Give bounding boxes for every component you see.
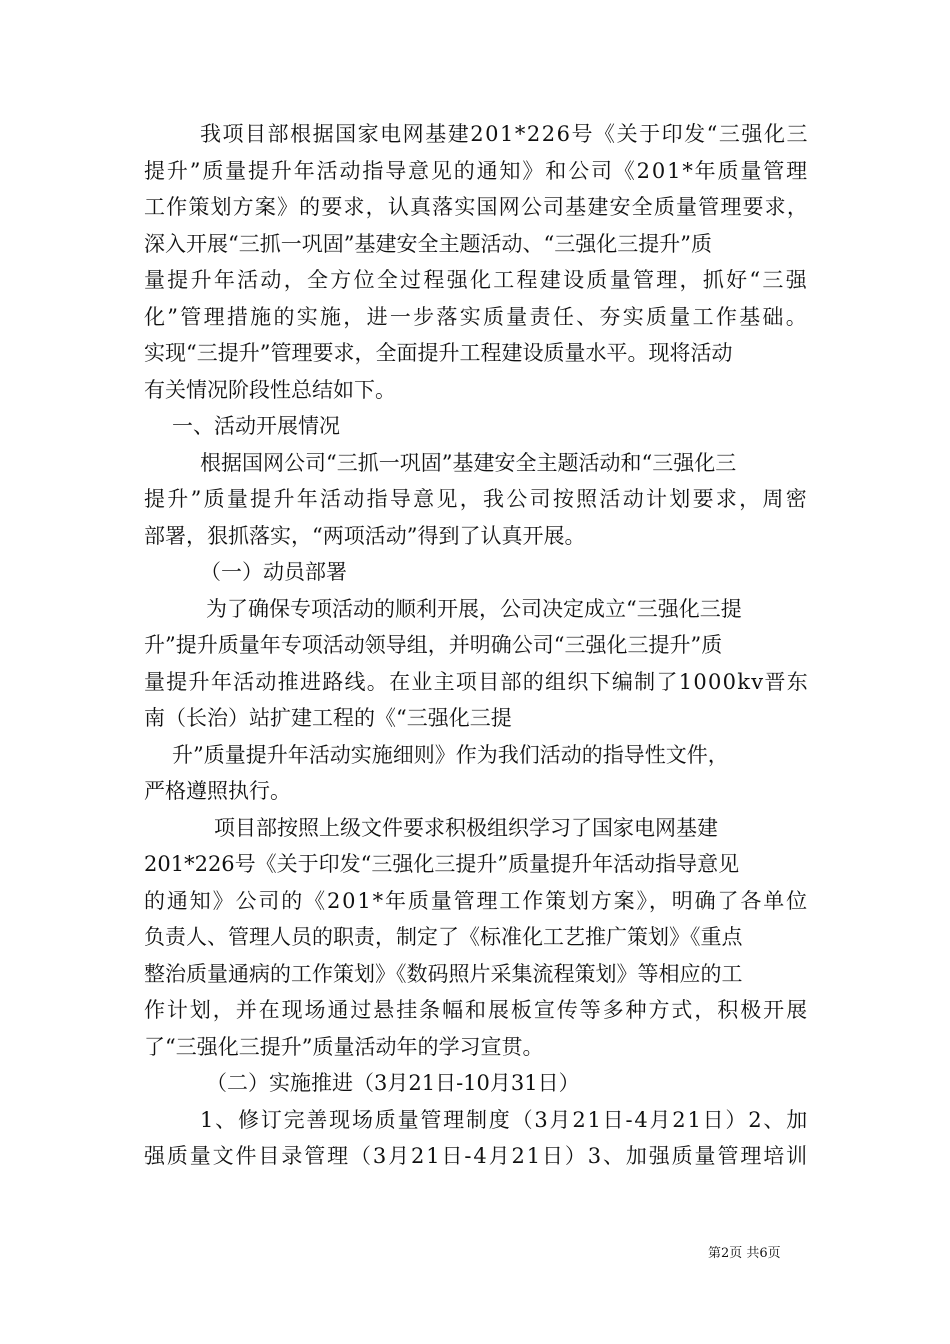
text-line: 升”提升质量年专项活动领导组，并明确公司“三强化三提升”质 <box>144 633 723 657</box>
text-line: 升”质量提升年活动实施细则》作为我们活动的指导性文件， <box>172 742 729 767</box>
text-line: 负责人、管理人员的职责，制定了《标准化工艺推广策划》《重点 <box>144 925 743 949</box>
text-line: 作计划，并在现场通过悬挂条幅和展板宣传等多种方式，积极开展 <box>144 998 809 1022</box>
text-line: 一、活动开展情况 <box>172 414 340 438</box>
text-line: 强质量文件目录管理（3月21日-4月21日）3、加强质量管理培训 <box>144 1144 809 1168</box>
text-line: （一）动员部署 <box>200 560 347 584</box>
text-line: 严格遵照执行。 <box>144 779 291 803</box>
text-line: 实现“三提升”管理要求，全面提升工程建设质量水平。现将活动 <box>144 341 733 365</box>
text-line: 有关情况阶段性总结如下。 <box>144 377 396 402</box>
text-line: 1、修订完善现场质量管理制度（3月21日-4月21日）2、加 <box>200 1107 809 1132</box>
text-line: （二）实施推进（3月21日-10月31日） <box>206 1071 580 1095</box>
text-line: 量提升年活动，全方位全过程强化工程建设质量管理，抓好“三强 <box>144 268 809 292</box>
text-line: 工作策划方案》的要求，认真落实国网公司基建安全质量管理要求， <box>144 195 809 219</box>
document-body <box>144 116 809 1175</box>
text-line: 我项目部根据国家电网基建201*226号《关于印发“三强化三 <box>200 122 809 146</box>
text-line: 提升”质量提升年活动指导意见，我公司按照活动计划要求，周密 <box>144 487 809 511</box>
text-line: 南（长治）站扩建工程的《“三强化三提 <box>144 706 512 730</box>
text-line: 了“三强化三提升”质量活动年的学习宣贯。 <box>144 1034 544 1059</box>
text-line: 量提升年活动推进路线。在业主项目部的组织下编制了1000kv晋东 <box>144 669 809 694</box>
text-line: 深入开展“三抓一巩固”基建安全主题活动、“三强化三提升”质 <box>144 231 712 256</box>
text-line: 项目部按照上级文件要求积极组织学习了国家电网基建 <box>214 815 718 840</box>
text-line: 整治质量通病的工作策划》《数码照片采集流程策划》等相应的工 <box>144 961 743 986</box>
text-line: 化”管理措施的实施，进一步落实质量责任、夯实质量工作基础。 <box>144 304 809 329</box>
text-line: 部署，狠抓落实，“两项活动”得到了认真开展。 <box>144 523 586 548</box>
text-line: 根据国网公司“三抓一巩固”基建安全主题活动和“三强化三 <box>200 450 737 475</box>
page-number-footer: 第2页 共6页 <box>708 1246 781 1261</box>
text-line: 提升”质量提升年活动指导意见的通知》和公司《201*年质量管理 <box>144 158 809 183</box>
text-line: 201*226号《关于印发“三强化三提升”质量提升年活动指导意见 <box>144 852 740 876</box>
text-line: 为了确保专项活动的顺利开展，公司决定成立“三强化三提 <box>206 596 742 621</box>
text-line: 的通知》公司的《201*年质量管理工作策划方案》，明确了各单位 <box>144 888 809 913</box>
